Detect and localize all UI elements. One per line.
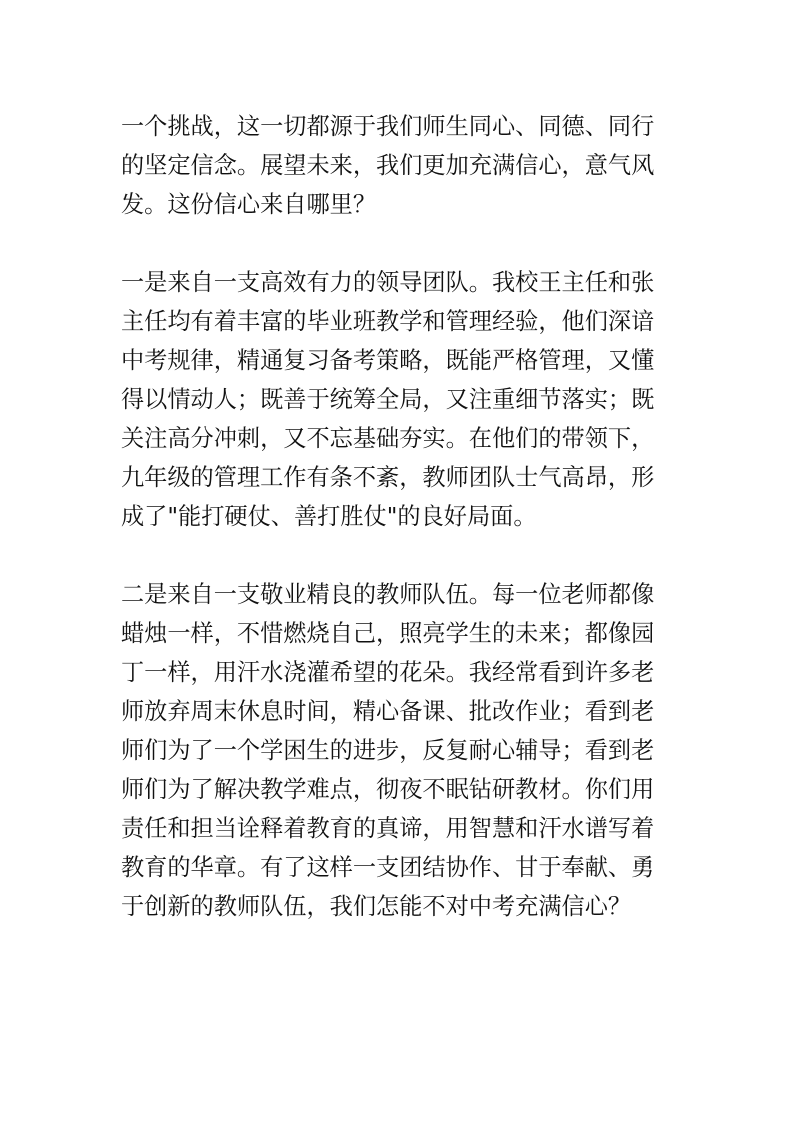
document-body [121,107,681,926]
paragraph-teaching-staff [121,575,681,926]
text-line: 中考规律，精通复习备考策略，既能严格管理，又懂 [121,347,655,374]
text-line: 于创新的教师队伍，我们怎能不对中考充满信心？ [121,893,632,920]
text-line: 二是来自一支敬业精良的教师队伍。每一位老师都像 [121,581,655,608]
text-line: 主任均有着丰富的毕业班教学和管理经验，他们深谙 [121,308,655,335]
paragraph-leadership-team [121,263,681,536]
text-line: 师们为了解决教学难点，彻夜不眠钻研教材。你们用 [121,776,655,803]
text-line: 一个挑战，这一切都源于我们师生同心、同德、同行 [121,113,655,140]
text-line: 一是来自一支高效有力的领导团队。我校王主任和张 [121,269,655,296]
paragraph-intro [121,107,681,224]
text-line: 九年级的管理工作有条不紊，教师团队士气高昂，形 [121,464,655,491]
text-line: 师放弃周末休息时间，精心备课、批改作业；看到老 [121,698,655,725]
text-line: 蜡烛一样，不惜燃烧自己，照亮学生的未来；都像园 [121,620,655,647]
text-line: 发。这份信心来自哪里？ [121,191,377,218]
text-line: 责任和担当诠释着教育的真谛，用智慧和汗水谱写着 [121,815,655,842]
text-line: 丁一样，用汗水浇灌希望的花朵。我经常看到许多老 [121,659,655,686]
text-line: 得以情动人；既善于统筹全局，又注重细节落实；既 [121,386,655,413]
text-line: 关注高分冲刺，又不忘基础夯实。在他们的带领下， [121,425,655,452]
text-line: 的坚定信念。展望未来，我们更加充满信心，意气风 [121,152,655,179]
text-line: 教育的华章。有了这样一支团结协作、甘于奉献、勇 [121,854,655,881]
text-line: 师们为了一个学困生的进步，反复耐心辅导；看到老 [121,737,655,764]
text-line: 成了"能打硬仗、善打胜仗"的良好局面。 [121,503,537,530]
